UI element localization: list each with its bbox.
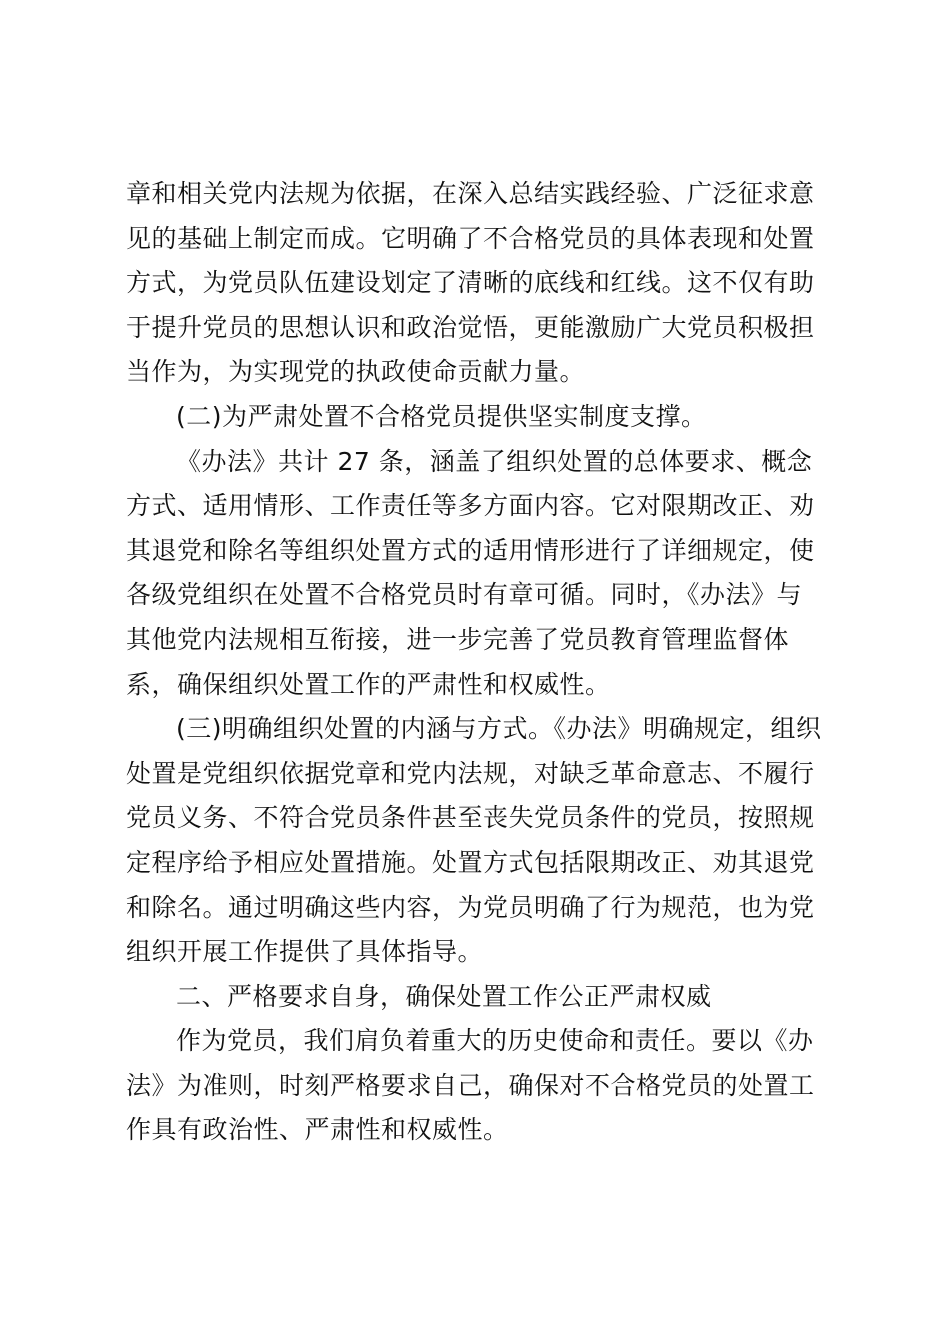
paragraph-start-line: (三)明确组织处置的内涵与方式。《办法》明确规定，组织	[176, 714, 822, 744]
paragraph-start-line: 二、严格要求自身，确保处置工作公正严肃权威	[176, 981, 712, 1011]
text-line: 和除名。通过明确这些内容，为党员明确了行为规范，也为党	[126, 892, 815, 922]
text-line: 见的基础上制定而成。它明确了不合格党员的具体表现和处置	[126, 223, 815, 253]
text-line: 定程序给予相应处置措施。处置方式包括限期改正、劝其退党	[126, 847, 815, 877]
text-line: 系，确保组织处置工作的严肃性和权威性。	[126, 669, 611, 699]
paragraph-start-line: (二)为严肃处置不合格党员提供坚实制度支撑。	[176, 401, 707, 431]
text-line: 组织开展工作提供了具体指导。	[126, 937, 484, 967]
text-line: 党员义务、不符合党员条件甚至丧失党员条件的党员，按照规	[126, 803, 815, 833]
paragraph-start-line: 《办法》共计 27 条，涵盖了组织处置的总体要求、概念	[176, 446, 813, 476]
text-line: 方式、适用情形、工作责任等多方面内容。它对限期改正、劝	[126, 491, 815, 521]
text-line: 其他党内法规相互衔接，进一步完善了党员教育管理监督体	[126, 624, 790, 654]
text-line: 处置是党组织依据党章和党内法规，对缺乏革命意志、不履行	[126, 758, 815, 788]
text-line: 于提升党员的思想认识和政治觉悟，更能激励广大党员积极担	[126, 312, 815, 342]
text-line: 法》为准则，时刻严格要求自己，确保对不合格党员的处置工	[126, 1070, 815, 1100]
text-line: 作具有政治性、严肃性和权威性。	[126, 1115, 509, 1145]
text-line: 方式，为党员队伍建设划定了清晰的底线和红线。这不仅有助	[126, 268, 815, 298]
text-line: 当作为，为实现党的执政使命贡献力量。	[126, 357, 586, 387]
paragraph-start-line: 作为党员，我们肩负着重大的历史使命和责任。要以《办	[176, 1026, 814, 1056]
document-body	[126, 172, 826, 1153]
text-line: 章和相关党内法规为依据，在深入总结实践经验、广泛征求意	[126, 179, 815, 208]
text-line: 各级党组织在处置不合格党员时有章可循。同时，《办法》与	[126, 580, 803, 610]
text-line: 其退党和除名等组织处置方式的适用情形进行了详细规定，使	[126, 535, 815, 565]
